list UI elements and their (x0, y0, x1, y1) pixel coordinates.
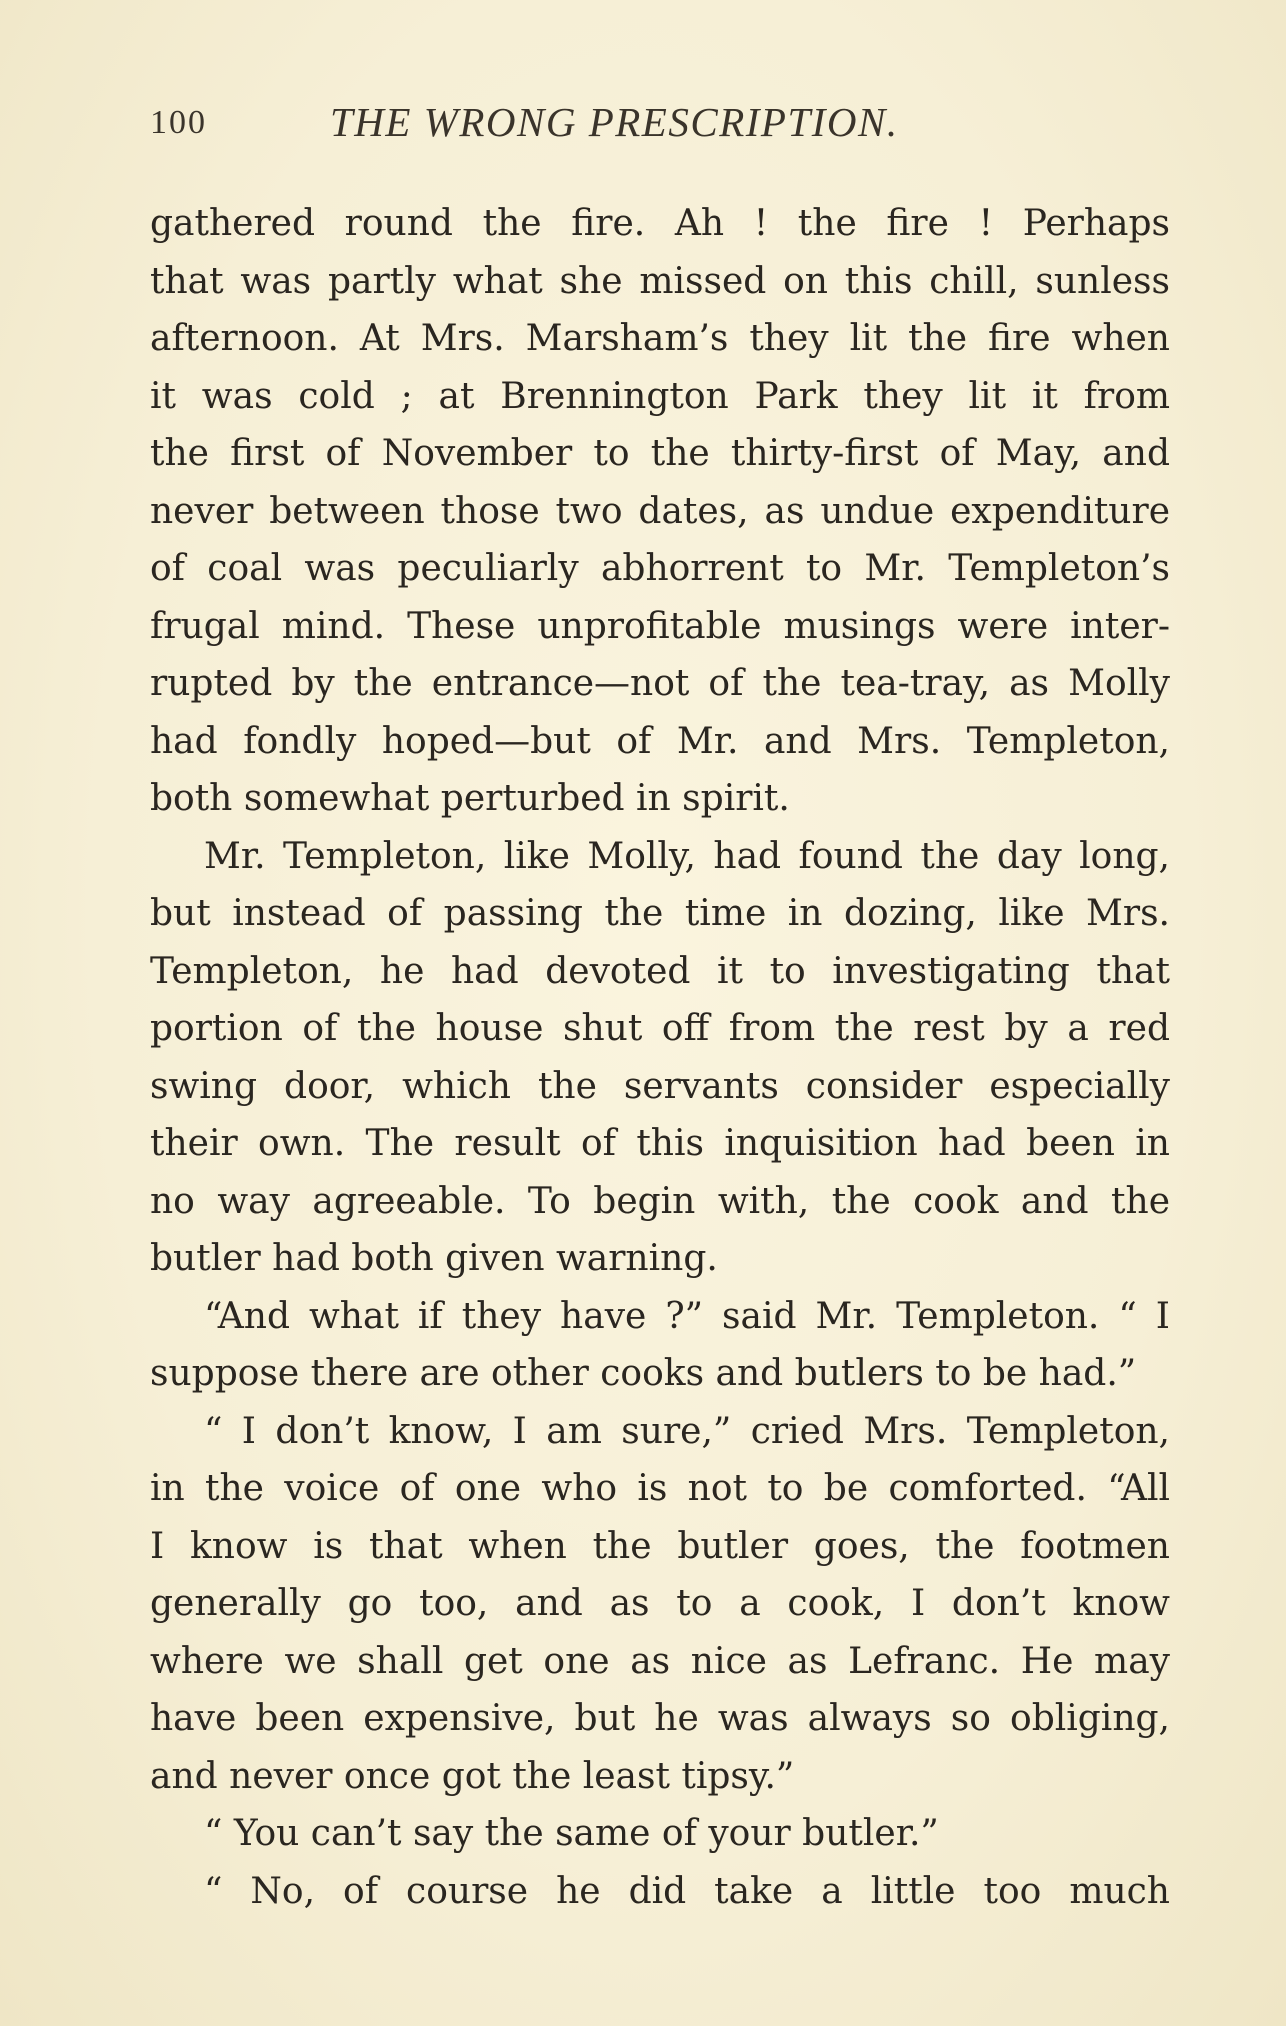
text-line: the first of November to the thirty-first of May, and (150, 433, 1170, 474)
text-line: “And what if they have ?” said Mr. Templeton. “ I (204, 1295, 1170, 1337)
text-line: where we shall get one as nice as Lefranc. He may (150, 1640, 1170, 1682)
text-line: that was partly what she missed on this chill, sunless (150, 260, 1170, 302)
text-line: no way agreeable. To begin with, the cook and the (150, 1180, 1170, 1222)
running-title: THE WRONG PRESCRIPTION. (330, 99, 899, 145)
text-line: “ No, of course he did take a little too much (204, 1870, 1170, 1912)
text-line: butler had both given warning. (150, 1238, 718, 1279)
text-line: it was cold ; at Brennington Park they lit it from (150, 375, 1170, 417)
text-line: never between those two dates, as undue expenditure (150, 490, 1170, 532)
text-line: and never once got the least tipsy.” (150, 1755, 795, 1797)
text-line: portion of the house shut off from the rest by a red (150, 1008, 1170, 1049)
text-line: have been expensive, but he was always so obliging, (150, 1698, 1170, 1739)
text-line: Templeton, he had devoted it to investigating that (150, 950, 1170, 992)
text-line: “ I don’t know, I am sure,” cried Mrs. Templeton, (204, 1410, 1170, 1452)
text-line: “ You can’t say the same of your butler.” (204, 1813, 939, 1854)
text-line: swing door, which the servants consider especially (150, 1065, 1170, 1107)
body-text (150, 195, 1170, 1920)
text-line: gathered round the fire. Ah ! the fire ! Perhaps (150, 203, 1170, 244)
text-line: in the voice of one who is not to be comforted. “All (150, 1468, 1170, 1509)
text-line: Mr. Templeton, like Molly, had found the day long, (204, 835, 1170, 877)
text-line: had fondly hoped—but of Mr. and Mrs. Templeton, (150, 720, 1170, 762)
text-line: both somewhat perturbed in spirit. (150, 778, 790, 819)
text-line: of coal was peculiarly abhorrent to Mr. Templeton’s (150, 548, 1170, 589)
text-line: generally go too, and as to a cook, I don’t know (150, 1583, 1170, 1624)
page-number: 100 (150, 104, 207, 141)
text-line: but instead of passing the time in dozing, like Mrs. (150, 893, 1170, 934)
text-line: their own. The result of this inquisition had been in (150, 1123, 1170, 1164)
page-header (150, 98, 1170, 150)
text-line: suppose there are other cooks and butlers to be had.” (150, 1353, 1137, 1394)
text-line: afternoon. At Mrs. Marsham’s they lit the fire when (150, 318, 1170, 359)
text-line: frugal mind. These unprofitable musings were inter- (150, 605, 1170, 647)
text-line: I know is that when the butler goes, the footmen (150, 1525, 1170, 1567)
text-line: rupted by the entrance—not of the tea-tray, as Molly (150, 663, 1170, 704)
